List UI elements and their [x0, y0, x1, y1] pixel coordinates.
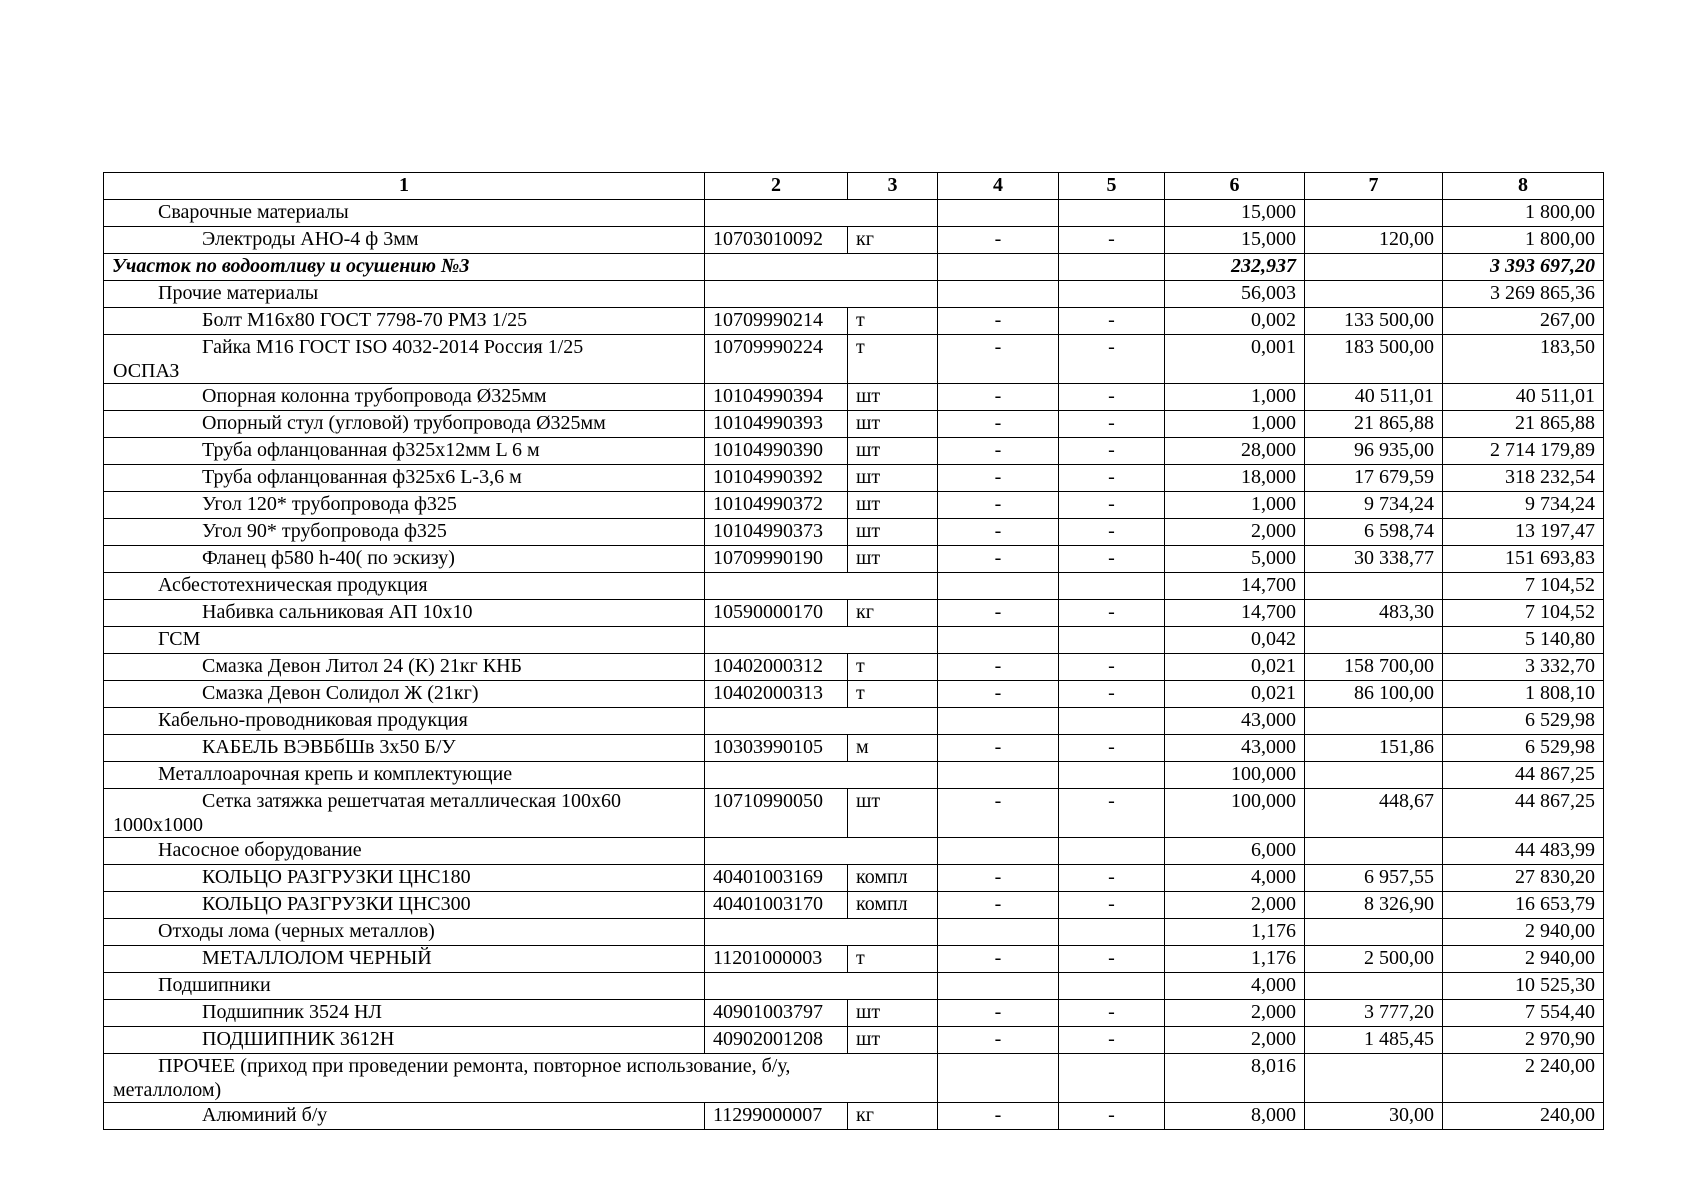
row-name-continuation: ОСПАЗ: [113, 360, 180, 382]
col5-value: -: [1059, 1027, 1165, 1054]
item-total: 13 197,47: [1443, 519, 1604, 546]
empty-cell: [938, 919, 1059, 946]
item-price: 483,30: [1305, 600, 1443, 627]
item-quantity: 1,176: [1165, 946, 1305, 973]
group-name: Металлоарочная крепь и комплектующие: [104, 762, 705, 789]
item-unit: т: [848, 946, 938, 973]
table-row: [104, 654, 1604, 681]
group-row: [104, 281, 1604, 308]
group-total: 44 867,25: [1443, 762, 1604, 789]
empty-cell: [1305, 1054, 1443, 1103]
empty-cell: [705, 838, 938, 865]
empty-cell: [1305, 200, 1443, 227]
item-price: 96 935,00: [1305, 438, 1443, 465]
group-quantity: 8,016: [1165, 1054, 1305, 1103]
item-code: 11299000007: [705, 1103, 848, 1130]
group-name: Отходы лома (черных металлов): [104, 919, 705, 946]
empty-cell: [1305, 573, 1443, 600]
col5-value: -: [1059, 465, 1165, 492]
empty-cell: [1305, 254, 1443, 281]
empty-cell: [705, 254, 938, 281]
table-row: [104, 681, 1604, 708]
item-name: КАБЕЛЬ ВЭВБбШв 3х50 Б/У: [104, 735, 705, 762]
item-unit: т: [848, 681, 938, 708]
group-total: 5 140,80: [1443, 627, 1604, 654]
empty-cell: [938, 708, 1059, 735]
table-row: [104, 335, 1604, 384]
header-cell: 4: [938, 173, 1059, 200]
item-total: 40 511,01: [1443, 384, 1604, 411]
group-name: ГСМ: [104, 627, 705, 654]
col4-value: -: [938, 865, 1059, 892]
group-row: [104, 708, 1604, 735]
empty-cell: [705, 281, 938, 308]
header-cell: 5: [1059, 173, 1165, 200]
col5-value: -: [1059, 1103, 1165, 1130]
item-name: Труба офланцованная ф325х12мм L 6 м: [104, 438, 705, 465]
table-row: [104, 411, 1604, 438]
col5-value: -: [1059, 335, 1165, 384]
item-name: Опорный стул (угловой) трубопровода Ø325мм: [104, 411, 705, 438]
item-unit: м: [848, 735, 938, 762]
table-row: [104, 1103, 1604, 1130]
group-name: Кабельно-проводниковая продукция: [104, 708, 705, 735]
col5-value: -: [1059, 438, 1165, 465]
item-name: Угол 90* трубопровода ф325: [104, 519, 705, 546]
empty-cell: [1059, 573, 1165, 600]
empty-cell: [1059, 1054, 1165, 1103]
col4-value: -: [938, 227, 1059, 254]
group-total: 44 483,99: [1443, 838, 1604, 865]
item-unit: шт: [848, 546, 938, 573]
item-price: 2 500,00: [1305, 946, 1443, 973]
item-total: 21 865,88: [1443, 411, 1604, 438]
item-unit: кг: [848, 227, 938, 254]
item-quantity: 100,000: [1165, 789, 1305, 838]
item-code: 40902001208: [705, 1027, 848, 1054]
item-total: 2 970,90: [1443, 1027, 1604, 1054]
item-code: 10104990372: [705, 492, 848, 519]
item-total: 1 808,10: [1443, 681, 1604, 708]
item-code: 10709990214: [705, 308, 848, 335]
item-total: 151 693,83: [1443, 546, 1604, 573]
col5-value: -: [1059, 411, 1165, 438]
group-quantity: 43,000: [1165, 708, 1305, 735]
item-code: 40901003797: [705, 1000, 848, 1027]
table-row: [104, 438, 1604, 465]
empty-cell: [1305, 627, 1443, 654]
item-name: ПОДШИПНИК 3612Н: [104, 1027, 705, 1054]
item-price: 133 500,00: [1305, 308, 1443, 335]
group-row: [104, 919, 1604, 946]
item-name: [104, 789, 705, 838]
col5-value: -: [1059, 384, 1165, 411]
empty-cell: [1059, 254, 1165, 281]
table-row: [104, 1027, 1604, 1054]
row-name-line: Сетка затяжка решетчатая металлическая 100х60: [202, 790, 621, 812]
group-quantity: 0,042: [1165, 627, 1305, 654]
item-code: 10709990224: [705, 335, 848, 384]
col4-value: -: [938, 1103, 1059, 1130]
item-name: Болт М16х80 ГОСТ 7798-70 РМЗ 1/25: [104, 308, 705, 335]
item-code: 10104990394: [705, 384, 848, 411]
item-unit: шт: [848, 1000, 938, 1027]
item-price: 1 485,45: [1305, 1027, 1443, 1054]
col5-value: -: [1059, 227, 1165, 254]
header-cell: 7: [1305, 173, 1443, 200]
item-name: Труба офланцованная ф325х6 L-3,6 м: [104, 465, 705, 492]
col5-value: -: [1059, 865, 1165, 892]
materials-table: [103, 172, 1604, 1130]
item-name: Алюминий б/у: [104, 1103, 705, 1130]
empty-cell: [938, 1054, 1059, 1103]
table-row: [104, 546, 1604, 573]
header-cell: 2: [705, 173, 848, 200]
empty-cell: [705, 200, 938, 227]
item-total: 44 867,25: [1443, 789, 1604, 838]
empty-cell: [938, 627, 1059, 654]
item-quantity: 0,002: [1165, 308, 1305, 335]
item-price: 8 326,90: [1305, 892, 1443, 919]
item-code: 10104990393: [705, 411, 848, 438]
header-cell: 1: [104, 173, 705, 200]
table-row: [104, 892, 1604, 919]
group-total: 3 269 865,36: [1443, 281, 1604, 308]
col5-value: -: [1059, 492, 1165, 519]
group-quantity: 56,003: [1165, 281, 1305, 308]
col4-value: -: [938, 946, 1059, 973]
item-total: 1 800,00: [1443, 227, 1604, 254]
item-price: 6 598,74: [1305, 519, 1443, 546]
empty-cell: [1059, 627, 1165, 654]
item-total: 318 232,54: [1443, 465, 1604, 492]
item-price: 6 957,55: [1305, 865, 1443, 892]
empty-cell: [938, 200, 1059, 227]
item-price: 9 734,24: [1305, 492, 1443, 519]
item-quantity: 2,000: [1165, 1027, 1305, 1054]
item-quantity: 8,000: [1165, 1103, 1305, 1130]
header-cell: 6: [1165, 173, 1305, 200]
table-row: [104, 946, 1604, 973]
item-unit: кг: [848, 1103, 938, 1130]
item-price: 30 338,77: [1305, 546, 1443, 573]
col4-value: -: [938, 735, 1059, 762]
table-body: [104, 200, 1604, 1130]
empty-cell: [705, 708, 938, 735]
group-quantity: 232,937: [1165, 254, 1305, 281]
item-price: 158 700,00: [1305, 654, 1443, 681]
item-total: 3 332,70: [1443, 654, 1604, 681]
empty-cell: [1059, 708, 1165, 735]
group-row: [104, 200, 1604, 227]
empty-cell: [1305, 708, 1443, 735]
item-total: 2 940,00: [1443, 946, 1604, 973]
col4-value: -: [938, 438, 1059, 465]
table-row: [104, 519, 1604, 546]
item-quantity: 2,000: [1165, 1000, 1305, 1027]
item-unit: шт: [848, 1027, 938, 1054]
item-total: 2 714 179,89: [1443, 438, 1604, 465]
empty-cell: [1305, 838, 1443, 865]
empty-cell: [1059, 838, 1165, 865]
group-total: 3 393 697,20: [1443, 254, 1604, 281]
item-unit: кг: [848, 600, 938, 627]
empty-cell: [1305, 919, 1443, 946]
item-name: КОЛЬЦО РАЗГРУЗКИ ЦНС180: [104, 865, 705, 892]
table-header-row: [104, 173, 1604, 200]
col4-value: -: [938, 600, 1059, 627]
item-price: 448,67: [1305, 789, 1443, 838]
col4-value: -: [938, 546, 1059, 573]
group-name: Асбестотехническая продукция: [104, 573, 705, 600]
col4-value: -: [938, 335, 1059, 384]
item-code: 10104990392: [705, 465, 848, 492]
item-total: 183,50: [1443, 335, 1604, 384]
item-name: Опорная колонна трубопровода Ø325мм: [104, 384, 705, 411]
header-cell: 8: [1443, 173, 1604, 200]
row-name-line: ПРОЧЕЕ (приход при проведении ремонта, повторное использование, б/у,: [158, 1055, 791, 1077]
item-quantity: 0,001: [1165, 335, 1305, 384]
item-quantity: 43,000: [1165, 735, 1305, 762]
group-total: 2 940,00: [1443, 919, 1604, 946]
table-row: [104, 384, 1604, 411]
item-price: 40 511,01: [1305, 384, 1443, 411]
empty-cell: [705, 627, 938, 654]
col5-value: -: [1059, 308, 1165, 335]
empty-cell: [938, 573, 1059, 600]
item-price: 120,00: [1305, 227, 1443, 254]
col4-value: -: [938, 1027, 1059, 1054]
item-name: [104, 335, 705, 384]
item-price: 3 777,20: [1305, 1000, 1443, 1027]
item-unit: компл: [848, 865, 938, 892]
item-total: 6 529,98: [1443, 735, 1604, 762]
empty-cell: [938, 762, 1059, 789]
item-code: 40401003170: [705, 892, 848, 919]
group-total: 7 104,52: [1443, 573, 1604, 600]
item-name: Подшипник 3524 НЛ: [104, 1000, 705, 1027]
item-unit: т: [848, 335, 938, 384]
col4-value: -: [938, 681, 1059, 708]
group-name: Насосное оборудование: [104, 838, 705, 865]
group-row: [104, 573, 1604, 600]
empty-cell: [1059, 281, 1165, 308]
item-quantity: 1,000: [1165, 411, 1305, 438]
table-row: [104, 735, 1604, 762]
item-unit: шт: [848, 519, 938, 546]
item-code: 40401003169: [705, 865, 848, 892]
group-name: Прочие материалы: [104, 281, 705, 308]
group-total: 10 525,30: [1443, 973, 1604, 1000]
item-unit: т: [848, 308, 938, 335]
group-quantity: 6,000: [1165, 838, 1305, 865]
group-quantity: 100,000: [1165, 762, 1305, 789]
document-sheet: [103, 172, 1603, 1130]
empty-cell: [705, 573, 938, 600]
item-quantity: 5,000: [1165, 546, 1305, 573]
col5-value: -: [1059, 681, 1165, 708]
table-row: [104, 492, 1604, 519]
item-name: Набивка сальниковая АП 10х10: [104, 600, 705, 627]
empty-cell: [1305, 973, 1443, 1000]
item-unit: компл: [848, 892, 938, 919]
col4-value: -: [938, 465, 1059, 492]
item-price: 30,00: [1305, 1103, 1443, 1130]
item-code: 10703010092: [705, 227, 848, 254]
col4-value: -: [938, 384, 1059, 411]
group-total: 6 529,98: [1443, 708, 1604, 735]
item-quantity: 4,000: [1165, 865, 1305, 892]
group-quantity: 1,176: [1165, 919, 1305, 946]
empty-cell: [1305, 762, 1443, 789]
row-name-continuation: металлолом): [113, 1079, 222, 1101]
col5-value: -: [1059, 892, 1165, 919]
item-quantity: 15,000: [1165, 227, 1305, 254]
item-total: 7 104,52: [1443, 600, 1604, 627]
item-code: 10402000312: [705, 654, 848, 681]
item-unit: шт: [848, 789, 938, 838]
item-total: 267,00: [1443, 308, 1604, 335]
col5-value: -: [1059, 735, 1165, 762]
col5-value: -: [1059, 654, 1165, 681]
col4-value: -: [938, 519, 1059, 546]
group-total: 1 800,00: [1443, 200, 1604, 227]
empty-cell: [938, 973, 1059, 1000]
group-row: [104, 762, 1604, 789]
table-row: [104, 865, 1604, 892]
table-row: [104, 465, 1604, 492]
item-price: 21 865,88: [1305, 411, 1443, 438]
row-name-continuation: 1000х1000: [113, 814, 203, 836]
item-name: Смазка Девон Литол 24 (К) 21кг КНБ: [104, 654, 705, 681]
item-price: 183 500,00: [1305, 335, 1443, 384]
col5-value: -: [1059, 600, 1165, 627]
item-unit: т: [848, 654, 938, 681]
item-code: 10104990373: [705, 519, 848, 546]
item-quantity: 1,000: [1165, 492, 1305, 519]
group-row: [104, 1054, 1604, 1103]
item-quantity: 2,000: [1165, 519, 1305, 546]
item-quantity: 0,021: [1165, 654, 1305, 681]
item-quantity: 0,021: [1165, 681, 1305, 708]
group-row: [104, 627, 1604, 654]
item-name: Электроды АНО-4 ф 3мм: [104, 227, 705, 254]
item-name: Угол 120* трубопровода ф325: [104, 492, 705, 519]
table-row: [104, 227, 1604, 254]
col5-value: -: [1059, 946, 1165, 973]
item-quantity: 1,000: [1165, 384, 1305, 411]
col5-value: -: [1059, 519, 1165, 546]
empty-cell: [1059, 762, 1165, 789]
item-quantity: 14,700: [1165, 600, 1305, 627]
item-quantity: 28,000: [1165, 438, 1305, 465]
item-unit: шт: [848, 411, 938, 438]
item-total: 9 734,24: [1443, 492, 1604, 519]
empty-cell: [1059, 919, 1165, 946]
group-quantity: 15,000: [1165, 200, 1305, 227]
group-name: [104, 1054, 938, 1103]
empty-cell: [705, 919, 938, 946]
empty-cell: [1059, 973, 1165, 1000]
item-unit: шт: [848, 465, 938, 492]
item-code: 10303990105: [705, 735, 848, 762]
item-price: 86 100,00: [1305, 681, 1443, 708]
col5-value: -: [1059, 789, 1165, 838]
item-total: 7 554,40: [1443, 1000, 1604, 1027]
group-name: Сварочные материалы: [104, 200, 705, 227]
header-cell: 3: [848, 173, 938, 200]
col4-value: -: [938, 411, 1059, 438]
item-name: Фланец ф580 h-40( по эскизу): [104, 546, 705, 573]
row-name-line: Гайка М16 ГОСТ ISO 4032-2014 Россия 1/25: [202, 336, 584, 358]
empty-cell: [705, 973, 938, 1000]
col4-value: -: [938, 308, 1059, 335]
item-code: 10710990050: [705, 789, 848, 838]
col4-value: -: [938, 492, 1059, 519]
item-unit: шт: [848, 384, 938, 411]
col4-value: -: [938, 789, 1059, 838]
item-code: 10104990390: [705, 438, 848, 465]
item-code: 10590000170: [705, 600, 848, 627]
col4-value: -: [938, 892, 1059, 919]
group-row: [104, 838, 1604, 865]
section-name: Участок по водоотливу и осушению №3: [104, 254, 705, 281]
item-name: Смазка Девон Солидол Ж (21кг): [104, 681, 705, 708]
item-unit: шт: [848, 438, 938, 465]
empty-cell: [938, 838, 1059, 865]
item-total: 27 830,20: [1443, 865, 1604, 892]
item-price: 17 679,59: [1305, 465, 1443, 492]
item-code: 10709990190: [705, 546, 848, 573]
item-code: 11201000003: [705, 946, 848, 973]
item-total: 240,00: [1443, 1103, 1604, 1130]
item-price: 151,86: [1305, 735, 1443, 762]
table-row: [104, 789, 1604, 838]
item-total: 16 653,79: [1443, 892, 1604, 919]
col4-value: -: [938, 1000, 1059, 1027]
group-row: [104, 973, 1604, 1000]
table-row: [104, 308, 1604, 335]
group-total: 2 240,00: [1443, 1054, 1604, 1103]
empty-cell: [938, 254, 1059, 281]
group-quantity: 4,000: [1165, 973, 1305, 1000]
item-quantity: 2,000: [1165, 892, 1305, 919]
col5-value: -: [1059, 546, 1165, 573]
item-quantity: 18,000: [1165, 465, 1305, 492]
item-unit: шт: [848, 492, 938, 519]
group-quantity: 14,700: [1165, 573, 1305, 600]
item-code: 10402000313: [705, 681, 848, 708]
group-name: Подшипники: [104, 973, 705, 1000]
empty-cell: [938, 281, 1059, 308]
col4-value: -: [938, 654, 1059, 681]
empty-cell: [1059, 200, 1165, 227]
item-name: МЕТАЛЛОЛОМ ЧЕРНЫЙ: [104, 946, 705, 973]
col5-value: -: [1059, 1000, 1165, 1027]
section-row: [104, 254, 1604, 281]
item-name: КОЛЬЦО РАЗГРУЗКИ ЦНС300: [104, 892, 705, 919]
empty-cell: [1305, 281, 1443, 308]
table-row: [104, 600, 1604, 627]
empty-cell: [705, 762, 938, 789]
table-row: [104, 1000, 1604, 1027]
